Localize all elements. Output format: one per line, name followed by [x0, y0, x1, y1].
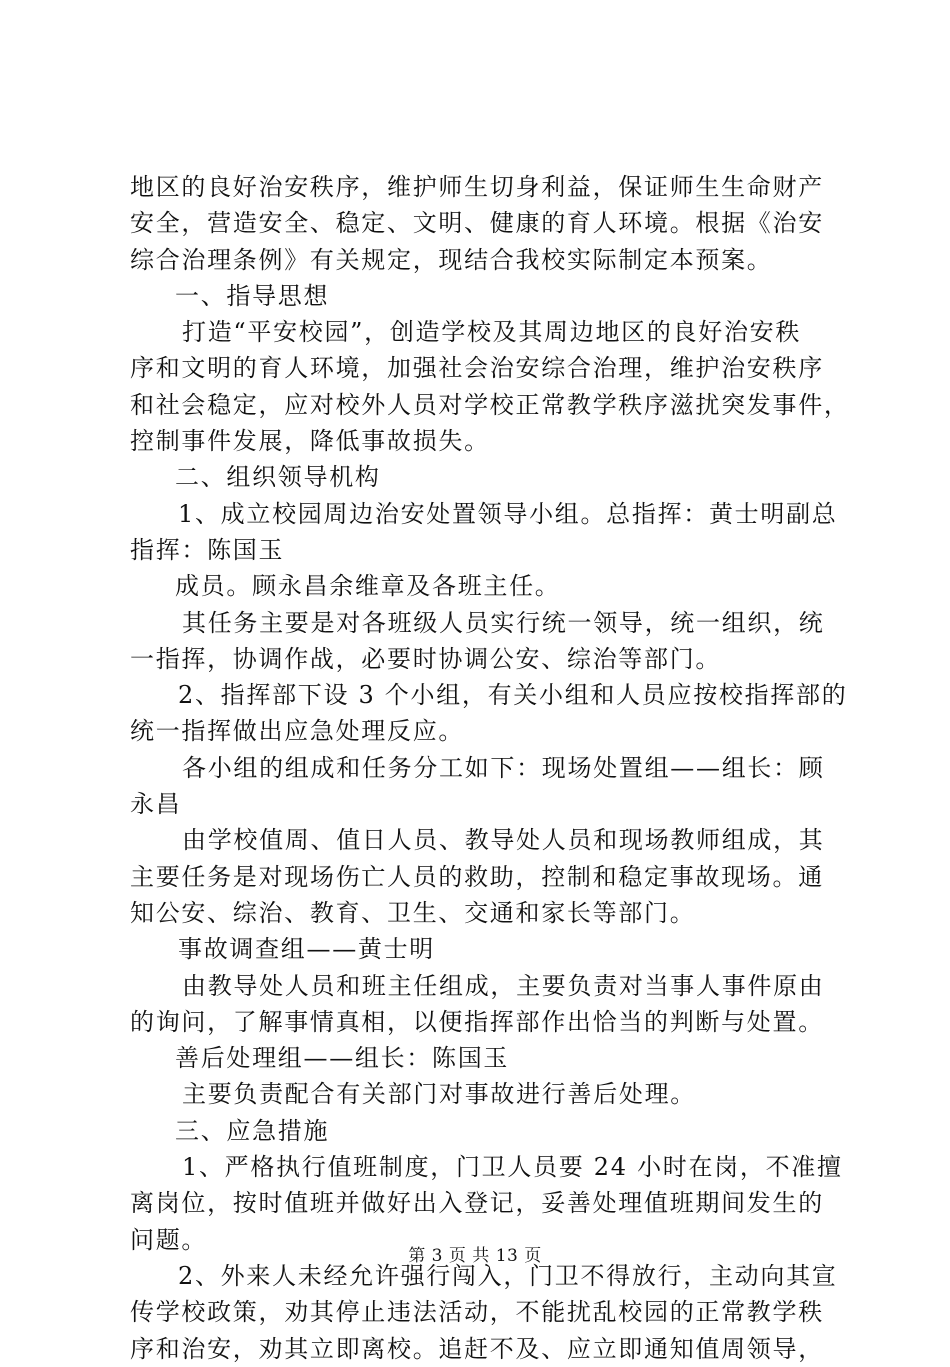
document-line: 安全，营造安全、稳定、文明、健康的育人环境。根据《治安: [130, 209, 824, 238]
document-line: 离岗位，按时值班并做好出入登记，妥善处理值班期间发生的: [130, 1189, 824, 1218]
document-line: 成员。顾永昌余维章及各班主任。: [175, 572, 561, 601]
document-line: 综合治理条例》有关规定，现结合我校实际制定本预案。: [130, 245, 773, 274]
document-line: 由教导处人员和班主任组成，主要负责对当事人事件原由: [182, 971, 825, 1000]
document-line: 传学校政策，劝其停止违法活动，不能扰乱校园的正常教学秩: [130, 1298, 824, 1327]
document-line: 2、指挥部下设 3 个小组，有关小组和人员应按校指挥部的: [178, 681, 848, 710]
document-line: 的询问，了解事情真相，以便指挥部作出恰当的判断与处置。: [130, 1007, 824, 1036]
document-line: 三、应急措施: [175, 1116, 330, 1145]
document-line: 1、严格执行值班制度，门卫人员要 24 小时在岗，不准擅: [182, 1153, 843, 1182]
document-line: 由学校值周、值日人员、教导处人员和现场教师组成，其: [182, 826, 825, 855]
document-line: 控制事件发展，降低事故损失。: [130, 427, 490, 456]
document-line: 地区的良好治安秩序，维护师生切身利益，保证师生生命财产: [130, 173, 824, 201]
document-line: 序和文明的育人环境，加强社会治安综合治理，维护治安秩序: [130, 354, 824, 383]
document-line: 一、指导思想: [175, 281, 330, 310]
document-body: [130, 169, 850, 1367]
document-line: 指挥：陈国玉: [130, 535, 285, 564]
document-line: 1、成立校园周边治安处置领导小组。总指挥：黄士明副总: [178, 499, 838, 528]
document-line: 和社会稳定，应对校外人员对学校正常教学秩序滋扰突发事件，: [130, 390, 850, 419]
document-line: 问题。: [130, 1225, 208, 1254]
document-line: 打造“平安校园”，创造学校及其周边地区的良好治安秩: [182, 318, 802, 347]
document-line: 统一指挥做出应急处理反应。: [130, 717, 465, 746]
document-line: 2、外来人未经允许强行闯入，门卫不得放行，主动向其宣: [178, 1261, 838, 1290]
document-line: 永昌: [130, 790, 182, 819]
document-line: 二、组织领导机构: [175, 463, 381, 492]
document-line: 各小组的组成和任务分工如下：现场处置组——组长：顾: [182, 753, 825, 782]
document-line: 序和治安，劝其立即离校。追赶不及、应立即通知值周领导，: [130, 1334, 824, 1363]
document-line: 其任务主要是对各班级人员实行统一领导，统一组织，统: [182, 608, 825, 637]
document-line: 善后处理组——组长：陈国玉: [175, 1044, 510, 1073]
page-footer: 第 3 页 共 13 页: [408, 1246, 542, 1266]
document-line: 知公安、综治、教育、卫生、交通和家长等部门。: [130, 898, 696, 927]
document-line: 事故调查组——黄士明: [178, 935, 435, 964]
document-line: 主要负责配合有关部门对事故进行善后处理。: [182, 1080, 696, 1109]
document-line: 主要任务是对现场伤亡人员的救助，控制和稳定事故现场。通: [130, 862, 824, 891]
document-line: 一指挥，协调作战，必要时协调公安、综治等部门。: [130, 644, 722, 673]
